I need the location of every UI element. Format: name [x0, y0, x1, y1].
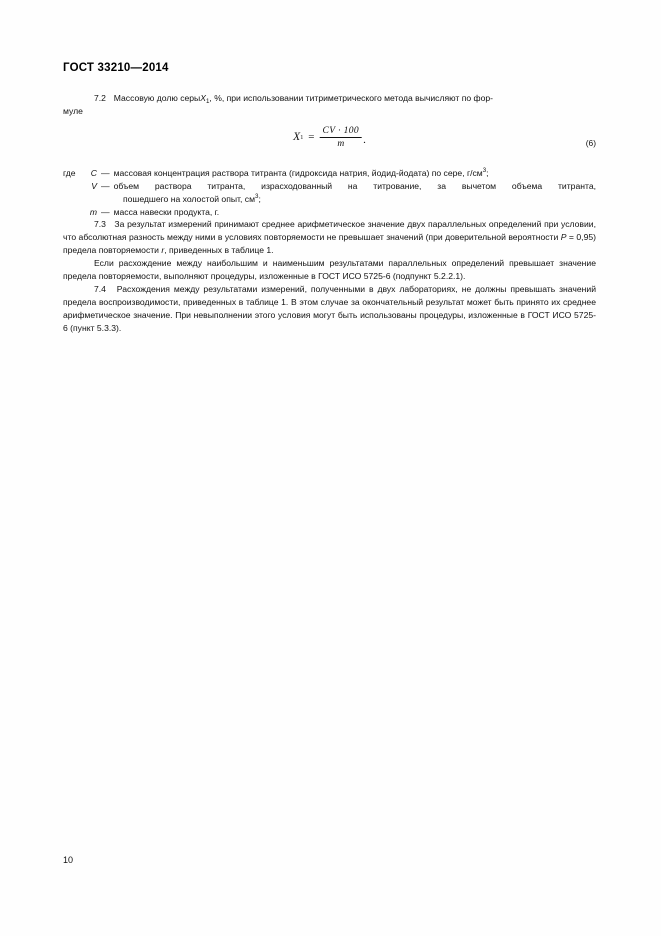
clause-7-4 [63, 283, 596, 335]
definition-item-m [63, 206, 596, 219]
definition-text-c-superscript: 3 [482, 166, 487, 174]
formula-expression: X 1 = $\frac{CV \cdot 100}{m}$ . [293, 125, 366, 150]
definition-text-v-tail: ; [258, 193, 261, 204]
clause-7-3 [63, 218, 596, 257]
definition-text-c [114, 167, 596, 180]
clause-7-3-text-part2: , приведенных в таблице 1. [164, 245, 274, 256]
clause-7-3-note-text: Если расхождение между наибольшим и наименьшим результатами параллельных определений превышает значение предела повторяемости, выполняют процедуры, изложенные в ГОСТ ИСО 5725-6 (подпункт 5.2.2.1). [63, 258, 596, 282]
formula-block [63, 125, 596, 161]
formula-equals-sign: = [308, 131, 315, 144]
definition-symbol-v: V [91, 180, 97, 191]
formula-denominator: m [337, 139, 345, 150]
formula-definitions [63, 167, 596, 219]
definition-symbol-m: m [89, 206, 97, 217]
clause-7-2-text-lead: Массовую долю серы [113, 93, 201, 103]
definition-dash-c: — [101, 167, 110, 178]
formula-left-side: X [293, 131, 301, 144]
clause-7-2-line2-text: муле [63, 105, 83, 116]
clause-7-2-symbol: X [200, 93, 206, 103]
definition-text-v-superscript: 3 [255, 192, 259, 200]
clause-7-4-number: 7.4 [94, 283, 106, 294]
clause-7-3-repeatability-symbol: r [161, 245, 165, 256]
definition-dash-m: — [101, 206, 110, 217]
definition-text-v: объем раствора титранта, израсходованный на титрование, за вычетом объема титранта, [113, 180, 596, 191]
definition-dash-v: — [101, 180, 110, 191]
definitions-where-label: где [63, 167, 76, 178]
clause-7-2-line2 [63, 105, 596, 118]
clause-7-3-probability-value: = 0,95) предела повторяемости [63, 232, 596, 256]
definition-text-c-tail: ; [486, 167, 489, 178]
definition-symbol-c: C [90, 167, 97, 178]
clause-7-3-text-part1: За результат измерений принимают среднее арифметическое значение двух параллельных определений при условии, что абсолютная разность между ними в условиях повторяемости не превышает значений (при доверительной вероятности [63, 219, 596, 243]
clause-7-3-number: 7.3 [94, 219, 106, 230]
clause-7-2-text-cont: , %, при использовании титриметрического метода вычисляют по фор- [209, 93, 494, 103]
definition-item-c [63, 167, 596, 180]
definition-text-v-line2: пошедшего на холостой опыт, см [123, 193, 255, 204]
clause-7-4-text: Расхождения между результатами измерений, полученными в двух лабораториях, не должны превышать значений предела воспроизводимости, приведенных в таблице 1. В этом случае за окончательный результат может быть принято их среднее арифметическое значение. При невыполнении этого условия могут быть использованы процедуры, изложенные в ГОСТ ИСО 5725-6 (пункт 5.3.3). [63, 283, 597, 333]
page-number: 10 [63, 855, 74, 865]
definition-text-c-main: массовая концентрация раствора титранта (гидроксида натрия, йодид-йодата) по сере, г/см [113, 167, 483, 178]
definition-item-v [63, 180, 596, 193]
clause-7-2-number: 7.2 [94, 93, 106, 103]
document-body [63, 92, 596, 335]
definition-item-v-continuation [63, 193, 596, 206]
formula-trailing-period: . [363, 134, 366, 147]
formula-number: (6) [585, 137, 596, 148]
definition-text-m: масса навески продукта, г. [113, 206, 220, 217]
clause-7-2 [63, 92, 596, 105]
clause-7-2-symbol-subscript: 1 [205, 98, 210, 105]
document-header-standard-number: ГОСТ 33210—2014 [63, 62, 169, 74]
clause-7-3-probability-symbol: P [560, 232, 567, 243]
formula-fraction [320, 126, 363, 150]
formula-numerator: CV · 100 [322, 125, 360, 136]
clause-7-3-note [63, 257, 596, 283]
